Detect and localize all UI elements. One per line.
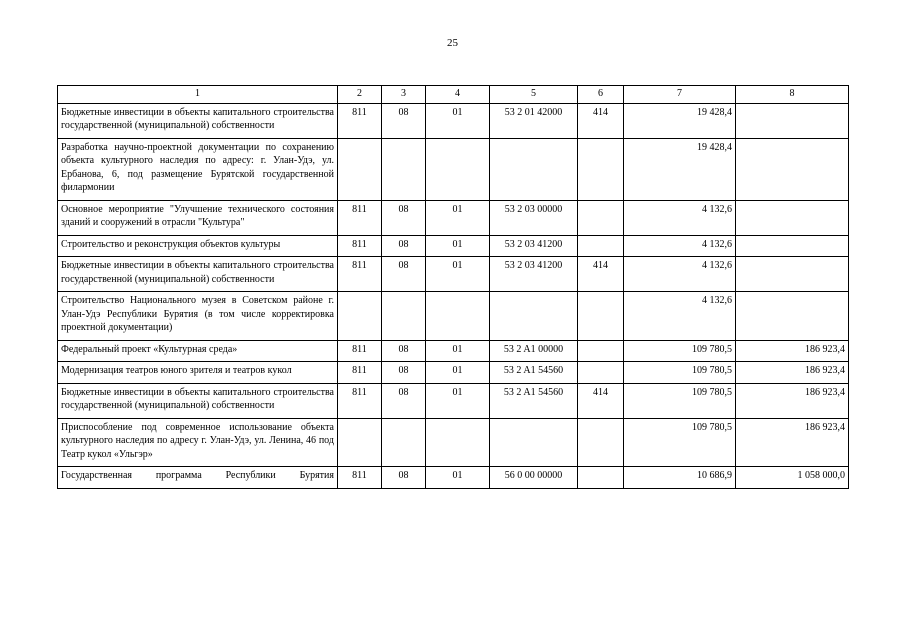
cell-col-8 (736, 235, 849, 257)
cell-col-4: 01 (426, 340, 490, 362)
cell-col-4: 01 (426, 257, 490, 292)
table-row (58, 103, 849, 138)
cell-col-5: 53 2 A1 54560 (490, 383, 578, 418)
cell-col-7: 4 132,6 (624, 292, 736, 341)
cell-col-6 (578, 340, 624, 362)
cell-col-8: 1 058 000,0 (736, 467, 849, 489)
row-name: Модернизация театров юного зрителя и театров кукол (58, 362, 338, 384)
col-header-6: 6 (578, 86, 624, 104)
cell-col-5: 56 0 00 00000 (490, 467, 578, 489)
cell-col-5 (490, 418, 578, 467)
cell-col-3: 08 (382, 235, 426, 257)
cell-col-8 (736, 200, 849, 235)
row-name: Бюджетные инвестиции в объекты капитального строительства государственной (муниципальной) собственности (58, 383, 338, 418)
header-row (58, 86, 849, 104)
cell-col-2: 811 (338, 467, 382, 489)
cell-col-2: 811 (338, 235, 382, 257)
row-name: Основное мероприятие "Улучшение технического состояния зданий и сооружений в отрасли "Культура" (58, 200, 338, 235)
cell-col-2: 811 (338, 362, 382, 384)
cell-col-5: 53 2 A1 00000 (490, 340, 578, 362)
budget-table (57, 85, 849, 489)
cell-col-8 (736, 103, 849, 138)
cell-col-3: 08 (382, 383, 426, 418)
table-row (58, 200, 849, 235)
col-header-7: 7 (624, 86, 736, 104)
col-header-1: 1 (58, 86, 338, 104)
row-name: Разработка научно-проектной документации по сохранению объекта культурного наследия по адресу: г. Улан-Удэ, ул. Ербанова, 6, под размещение Бурятской государственной филармонии (58, 138, 338, 200)
row-name: Строительство Национального музея в Советском районе г. Улан-Удэ Республики Бурятия (в том числе корректировка проектной документации) (58, 292, 338, 341)
table-row (58, 418, 849, 467)
cell-col-3 (382, 138, 426, 200)
cell-col-7: 4 132,6 (624, 200, 736, 235)
cell-col-4 (426, 138, 490, 200)
table-row (58, 362, 849, 384)
cell-col-8 (736, 292, 849, 341)
cell-col-7: 19 428,4 (624, 138, 736, 200)
cell-col-2: 811 (338, 103, 382, 138)
table-row (58, 383, 849, 418)
cell-col-6 (578, 467, 624, 489)
cell-col-3: 08 (382, 467, 426, 489)
cell-col-7: 19 428,4 (624, 103, 736, 138)
cell-col-3: 08 (382, 362, 426, 384)
cell-col-5: 53 2 03 41200 (490, 235, 578, 257)
cell-col-7: 4 132,6 (624, 257, 736, 292)
cell-col-6 (578, 138, 624, 200)
cell-col-7: 109 780,5 (624, 340, 736, 362)
cell-col-2 (338, 138, 382, 200)
cell-col-3 (382, 292, 426, 341)
cell-col-2: 811 (338, 257, 382, 292)
cell-col-4: 01 (426, 383, 490, 418)
cell-col-4: 01 (426, 103, 490, 138)
cell-col-2 (338, 418, 382, 467)
cell-col-6: 414 (578, 103, 624, 138)
cell-col-3: 08 (382, 200, 426, 235)
col-header-3: 3 (382, 86, 426, 104)
cell-col-7: 10 686,9 (624, 467, 736, 489)
table-row (58, 467, 849, 489)
cell-col-8 (736, 257, 849, 292)
col-header-8: 8 (736, 86, 849, 104)
cell-col-4: 01 (426, 467, 490, 489)
cell-col-4 (426, 418, 490, 467)
cell-col-3: 08 (382, 257, 426, 292)
cell-col-3: 08 (382, 340, 426, 362)
cell-col-5 (490, 138, 578, 200)
cell-col-8: 186 923,4 (736, 418, 849, 467)
cell-col-2 (338, 292, 382, 341)
cell-col-4: 01 (426, 362, 490, 384)
table-row (58, 340, 849, 362)
cell-col-4: 01 (426, 200, 490, 235)
cell-col-4: 01 (426, 235, 490, 257)
cell-col-8 (736, 138, 849, 200)
cell-col-3: 08 (382, 103, 426, 138)
col-header-4: 4 (426, 86, 490, 104)
cell-col-5: 53 2 01 42000 (490, 103, 578, 138)
cell-col-7: 109 780,5 (624, 362, 736, 384)
cell-col-6 (578, 362, 624, 384)
cell-col-7: 109 780,5 (624, 418, 736, 467)
cell-col-8: 186 923,4 (736, 340, 849, 362)
cell-col-5: 53 2 A1 54560 (490, 362, 578, 384)
row-name: Строительство и реконструкция объектов культуры (58, 235, 338, 257)
cell-col-7: 4 132,6 (624, 235, 736, 257)
cell-col-2: 811 (338, 200, 382, 235)
cell-col-5: 53 2 03 00000 (490, 200, 578, 235)
col-header-5: 5 (490, 86, 578, 104)
cell-col-3 (382, 418, 426, 467)
cell-col-4 (426, 292, 490, 341)
cell-col-6 (578, 200, 624, 235)
cell-col-2: 811 (338, 340, 382, 362)
cell-col-6: 414 (578, 383, 624, 418)
cell-col-6 (578, 235, 624, 257)
cell-col-2: 811 (338, 383, 382, 418)
table-row (58, 257, 849, 292)
row-name: Федеральный проект «Культурная среда» (58, 340, 338, 362)
cell-col-7: 109 780,5 (624, 383, 736, 418)
row-name: Бюджетные инвестиции в объекты капитального строительства государственной (муниципальной) собственности (58, 257, 338, 292)
table-row (58, 235, 849, 257)
cell-col-6 (578, 292, 624, 341)
table-row (58, 292, 849, 341)
row-name: Приспособление под современное использование объекта культурного наследия по адресу г. Улан-Удэ, ул. Ленина, 46 под Театр кукол «Ульгэр» (58, 418, 338, 467)
cell-col-8: 186 923,4 (736, 383, 849, 418)
cell-col-8: 186 923,4 (736, 362, 849, 384)
cell-col-5 (490, 292, 578, 341)
row-name: Государственная программа Республики Бурятия (58, 467, 338, 489)
col-header-2: 2 (338, 86, 382, 104)
table-row (58, 138, 849, 200)
cell-col-6 (578, 418, 624, 467)
cell-col-5: 53 2 03 41200 (490, 257, 578, 292)
cell-col-6: 414 (578, 257, 624, 292)
row-name: Бюджетные инвестиции в объекты капитального строительства государственной (муниципальной) собственности (58, 103, 338, 138)
page-number: 25 (447, 37, 458, 49)
